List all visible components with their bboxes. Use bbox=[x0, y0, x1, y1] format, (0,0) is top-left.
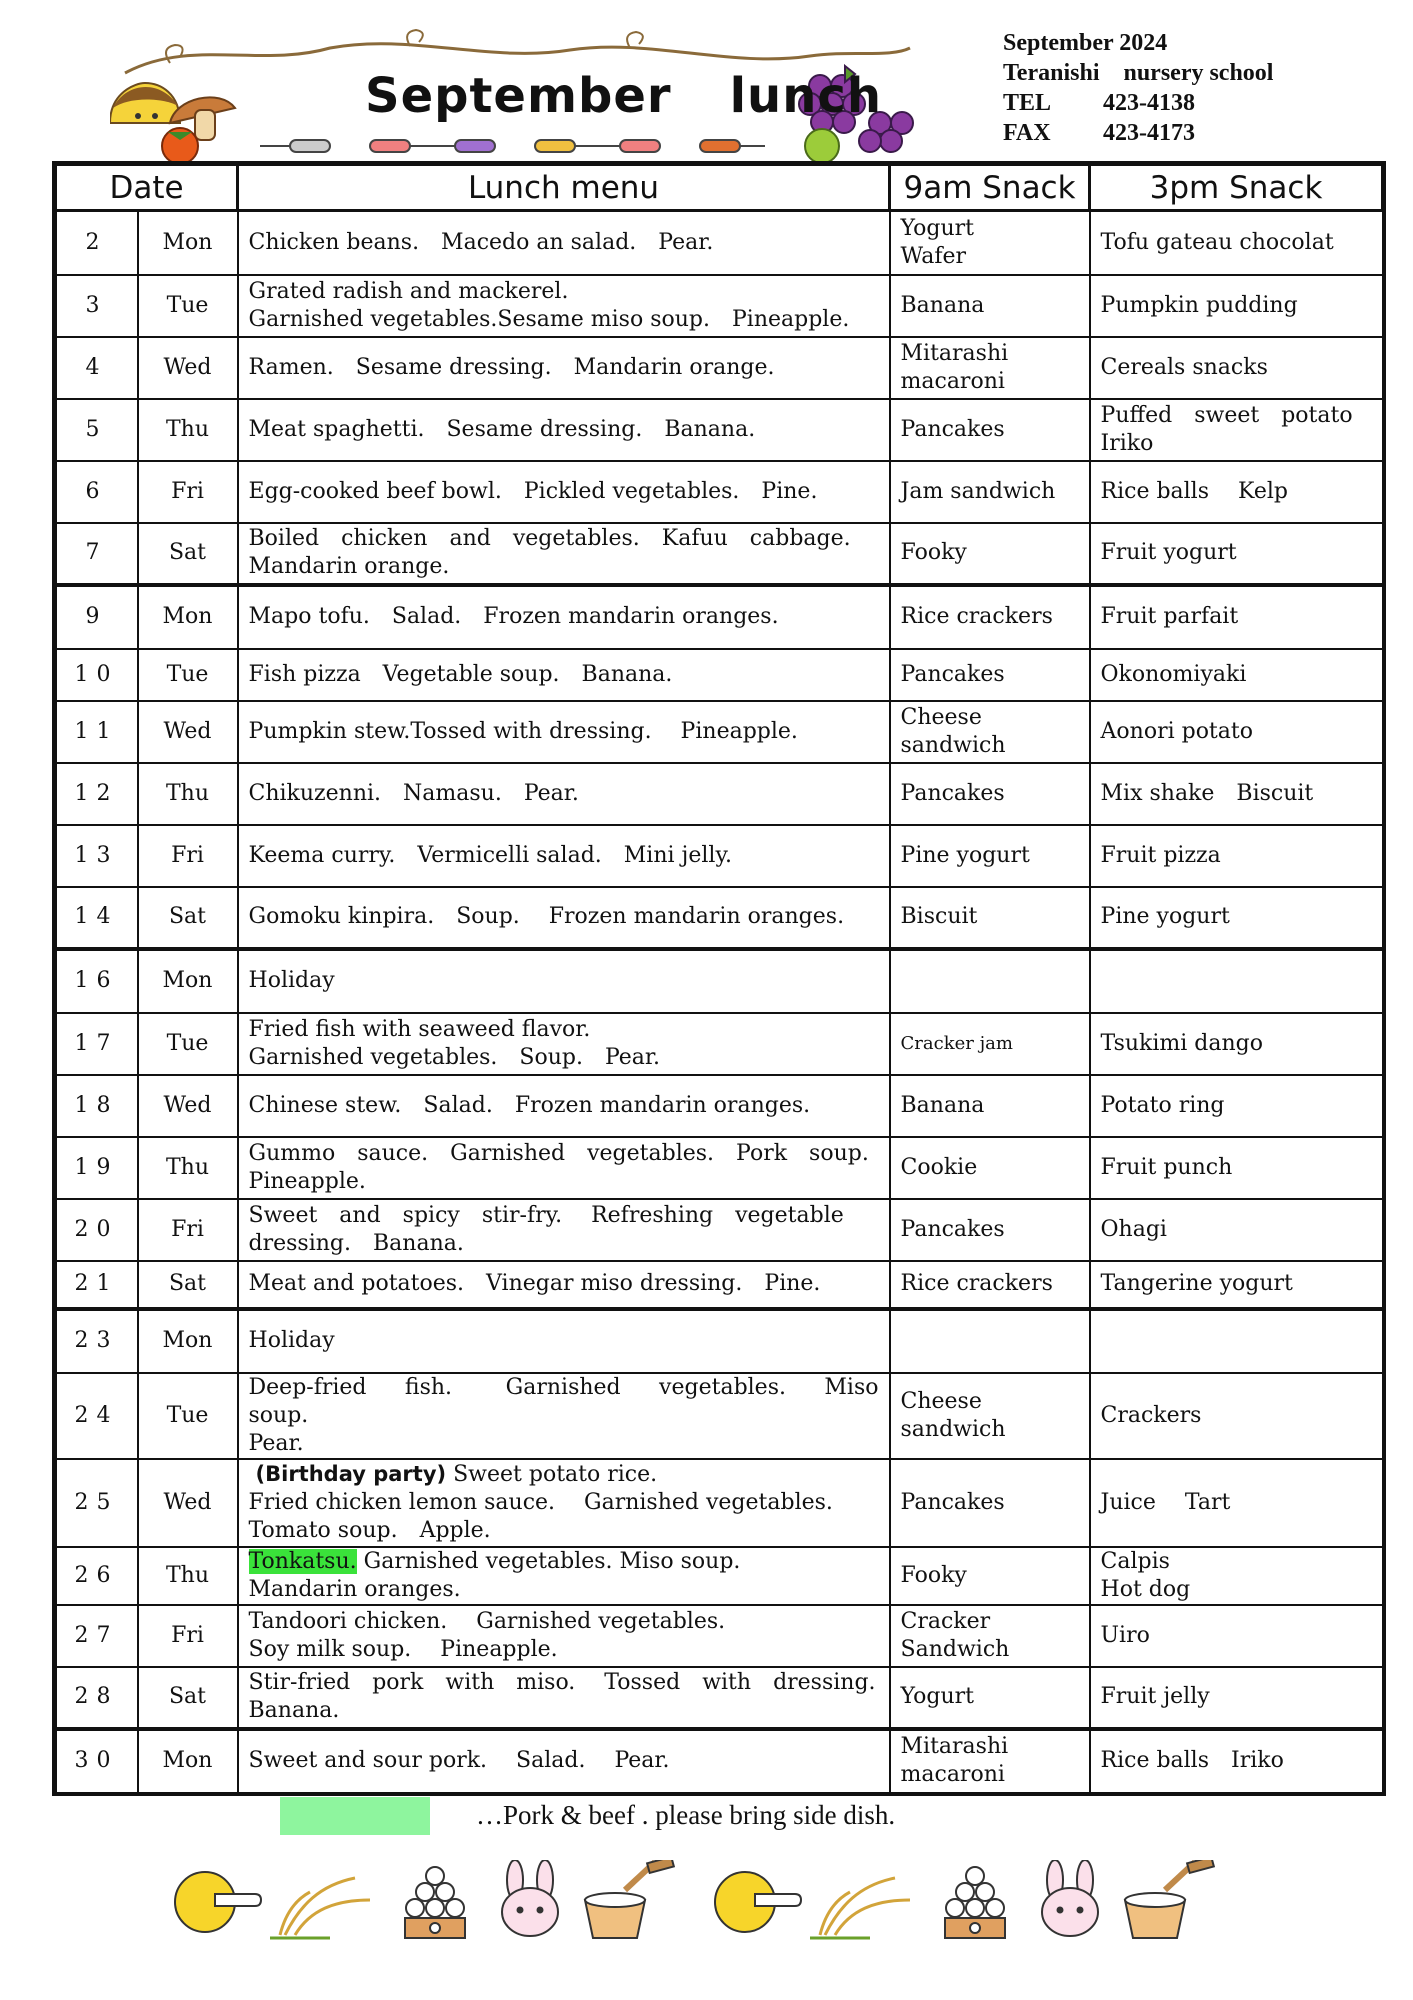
snack-3pm-cell bbox=[1090, 949, 1383, 1013]
table-row bbox=[56, 337, 1383, 399]
snack-9am-cell: Cracker Sandwich bbox=[890, 1605, 1090, 1667]
col-header-3pm-snack: 3pm Snack bbox=[1090, 165, 1383, 211]
weekday: Thu bbox=[138, 1547, 238, 1605]
weekday: Wed bbox=[138, 337, 238, 399]
page-title bbox=[365, 68, 882, 124]
icon-set-2 bbox=[715, 1860, 1214, 1938]
day-number: 4 bbox=[56, 337, 138, 399]
tel-label: TEL bbox=[1003, 90, 1052, 116]
table-row bbox=[56, 1605, 1383, 1667]
lunch-menu-cell bbox=[238, 1013, 890, 1075]
persimmon-icon bbox=[162, 128, 198, 164]
lunch-menu-text: Mapo tofu. Salad. Frozen mandarin oranges. bbox=[248, 604, 779, 629]
lunch-menu-text: Tandoori chicken. Garnished vegetables. Soy milk soup. Pineapple. bbox=[248, 1608, 726, 1662]
lunch-menu-cell bbox=[238, 1261, 890, 1309]
snack-3pm-cell: Pumpkin pudding bbox=[1090, 275, 1383, 337]
pork-beef-highlight: Tonkatsu. bbox=[248, 1548, 357, 1574]
title-word-lunch: lunch bbox=[729, 68, 883, 124]
lunch-menu-cell bbox=[238, 1137, 890, 1199]
lunch-menu-text: Gomoku kinpira. Soup. Frozen mandarin oranges. bbox=[248, 904, 845, 929]
table-row bbox=[56, 1459, 1383, 1547]
lunch-menu-table bbox=[54, 163, 1384, 1794]
lunch-menu-cell bbox=[238, 1459, 890, 1547]
table-row bbox=[56, 585, 1383, 649]
day-number: 27 bbox=[56, 1605, 138, 1667]
lunch-menu-text: Sweet and sour pork. Salad. Pear. bbox=[248, 1748, 670, 1773]
snack-9am-cell: Rice crackers bbox=[890, 585, 1090, 649]
table-row bbox=[56, 1729, 1383, 1793]
snack-9am-cell: Mitarashi macaroni bbox=[890, 1729, 1090, 1793]
fax-line bbox=[1003, 118, 1273, 148]
snack-9am-cell: Banana bbox=[890, 1075, 1090, 1137]
icon-set-1 bbox=[175, 1860, 674, 1938]
snack-9am-cell: Rice crackers bbox=[890, 1261, 1090, 1309]
lunch-menu-cell bbox=[238, 1075, 890, 1137]
weekday: Tue bbox=[138, 275, 238, 337]
lunch-menu-cell bbox=[238, 825, 890, 887]
day-number: 26 bbox=[56, 1547, 138, 1605]
snack-9am-cell: Banana bbox=[890, 275, 1090, 337]
day-number: 9 bbox=[56, 585, 138, 649]
snack-9am-cell: Pancakes bbox=[890, 649, 1090, 701]
lunch-menu-text: Garnished vegetables. Miso soup. Mandarin oranges. bbox=[248, 1548, 741, 1602]
lunch-menu-text: Chicken beans. Macedo an salad. Pear. bbox=[248, 229, 714, 255]
rabbit-icon bbox=[502, 1860, 558, 1936]
table-row bbox=[56, 649, 1383, 701]
snack-3pm-cell: Rice balls Kelp bbox=[1090, 461, 1383, 523]
day-number: 12 bbox=[56, 763, 138, 825]
lunch-menu-text: Fish pizza Vegetable soup. Banana. bbox=[248, 661, 673, 687]
snack-9am-cell bbox=[890, 1309, 1090, 1373]
table-row bbox=[56, 523, 1383, 585]
lunch-menu-cell bbox=[238, 1667, 890, 1729]
table-row bbox=[56, 949, 1383, 1013]
day-number: 21 bbox=[56, 1261, 138, 1309]
table-row bbox=[56, 825, 1383, 887]
day-number: 7 bbox=[56, 523, 138, 585]
snack-3pm-cell: Uiro bbox=[1090, 1605, 1383, 1667]
table-row bbox=[56, 1547, 1383, 1605]
title-word-september: September bbox=[365, 68, 672, 124]
snack-9am-cell: Pancakes bbox=[890, 399, 1090, 461]
snack-3pm-cell: Fruit punch bbox=[1090, 1137, 1383, 1199]
snack-3pm-cell: Pine yogurt bbox=[1090, 887, 1383, 949]
lunch-menu-text: Stir-fried pork with miso. Tossed with dressing. Banana. bbox=[248, 1670, 876, 1723]
lunch-menu-cell bbox=[238, 1605, 890, 1667]
snack-3pm-cell: Tangerine yogurt bbox=[1090, 1261, 1383, 1309]
day-number: 14 bbox=[56, 887, 138, 949]
mortar-icon bbox=[585, 1860, 674, 1938]
snack-3pm-cell: Fruit pizza bbox=[1090, 825, 1383, 887]
col-header-date: Date bbox=[56, 165, 238, 211]
lunch-menu-cell bbox=[238, 649, 890, 701]
lunch-menu-cell bbox=[238, 337, 890, 399]
day-number: 20 bbox=[56, 1199, 138, 1261]
snack-9am-cell: Cracker jam bbox=[890, 1013, 1090, 1075]
day-number: 19 bbox=[56, 1137, 138, 1199]
lunch-menu-text: Fried fish with seaweed flavor. Garnished vegetables. Soup. Pear. bbox=[248, 1016, 661, 1070]
weekday: Fri bbox=[138, 461, 238, 523]
lunch-menu-text: Egg-cooked beef bowl. Pickled vegetables. Pine. bbox=[248, 478, 818, 504]
snack-9am-cell: Pancakes bbox=[890, 1199, 1090, 1261]
lunch-menu-cell bbox=[238, 701, 890, 763]
fax-label: FAX bbox=[1003, 120, 1051, 146]
table-row bbox=[56, 1075, 1383, 1137]
day-number: 28 bbox=[56, 1667, 138, 1729]
lunch-menu-text: Keema curry. Vermicelli salad. Mini jelly. bbox=[248, 842, 732, 868]
lunch-menu-text: Chikuzenni. Namasu. Pear. bbox=[248, 780, 579, 806]
snack-9am-cell: Yogurt Wafer bbox=[890, 211, 1090, 275]
snack-3pm-cell: Cereals snacks bbox=[1090, 337, 1383, 399]
lunch-menu-text: Sweet and spicy stir-fry. Refreshing vegetable dressing. Banana. bbox=[248, 1202, 844, 1256]
snack-3pm-cell: Ohagi bbox=[1090, 1199, 1383, 1261]
lunch-menu-cell bbox=[238, 275, 890, 337]
day-number: 3 bbox=[56, 275, 138, 337]
weekday: Sat bbox=[138, 1261, 238, 1309]
col-header-lunch: Lunch menu bbox=[238, 165, 890, 211]
snack-3pm-cell: Potato ring bbox=[1090, 1075, 1383, 1137]
weekday: Wed bbox=[138, 1459, 238, 1547]
lunch-menu-cell bbox=[238, 949, 890, 1013]
lunch-menu-text: Holiday bbox=[248, 1328, 335, 1353]
snack-9am-cell: Jam sandwich bbox=[890, 461, 1090, 523]
snack-3pm-cell: Tsukimi dango bbox=[1090, 1013, 1383, 1075]
weekday: Sat bbox=[138, 1667, 238, 1729]
table-row bbox=[56, 1667, 1383, 1729]
table-row bbox=[56, 211, 1383, 275]
school-name: Teranishi nursery school bbox=[1003, 60, 1274, 86]
table-row bbox=[56, 1261, 1383, 1309]
snack-9am-cell: Cheese sandwich bbox=[890, 1373, 1090, 1459]
table-row bbox=[56, 1309, 1383, 1373]
weekday: Mon bbox=[138, 211, 238, 275]
fax-number: 423-4173 bbox=[1103, 120, 1195, 146]
snack-3pm-cell: Tofu gateau chocolat bbox=[1090, 211, 1383, 275]
chestnut-icon bbox=[110, 83, 180, 123]
lunch-menu-cell bbox=[238, 1729, 890, 1793]
susuki-grass-icon bbox=[270, 1878, 370, 1938]
page-header bbox=[0, 0, 1413, 165]
pear-icon bbox=[805, 129, 839, 163]
table-row bbox=[56, 1373, 1383, 1459]
day-number: 11 bbox=[56, 701, 138, 763]
day-number: 5 bbox=[56, 399, 138, 461]
weekday: Mon bbox=[138, 585, 238, 649]
lunch-menu-text: Meat spaghetti. Sesame dressing. Banana. bbox=[248, 416, 756, 442]
legend-text: …Pork & beef . please bring side dish. bbox=[476, 1800, 896, 1830]
table-row bbox=[56, 1013, 1383, 1075]
lunch-menu-text: Chinese stew. Salad. Frozen mandarin oranges. bbox=[248, 1092, 811, 1118]
table-row bbox=[56, 887, 1383, 949]
lunch-menu-cell bbox=[238, 1547, 890, 1605]
day-number: 16 bbox=[56, 949, 138, 1013]
snack-9am-cell: Pancakes bbox=[890, 763, 1090, 825]
day-number: 30 bbox=[56, 1729, 138, 1793]
snack-9am-cell: Yogurt bbox=[890, 1667, 1090, 1729]
cutlery-icon bbox=[260, 140, 765, 152]
lunch-menu-cell bbox=[238, 211, 890, 275]
snack-9am-cell: Fooky bbox=[890, 523, 1090, 585]
day-number: 17 bbox=[56, 1013, 138, 1075]
weekday: Thu bbox=[138, 763, 238, 825]
snack-3pm-cell: Fruit yogurt bbox=[1090, 523, 1383, 585]
lunch-menu-cell bbox=[238, 585, 890, 649]
snack-3pm-cell: Calpis Hot dog bbox=[1090, 1547, 1383, 1605]
lunch-menu-cell bbox=[238, 523, 890, 585]
bottom-icon-strip bbox=[170, 1860, 1250, 1940]
lunch-menu-text: Ramen. Sesame dressing. Mandarin orange. bbox=[248, 354, 775, 380]
menu-rows bbox=[56, 211, 1383, 1793]
lunch-menu-text: Gummo sauce. Garnished vegetables. Pork soup. Pineapple. bbox=[248, 1140, 869, 1194]
day-number: 10 bbox=[56, 649, 138, 701]
weekday: Thu bbox=[138, 399, 238, 461]
lunch-menu-text: Sweet potato rice. Fried chicken lemon sauce. Garnished vegetables. Tomato soup. Apple. bbox=[248, 1462, 833, 1543]
month-year: September 2024 bbox=[1003, 30, 1168, 56]
snack-3pm-cell: Mix shake Biscuit bbox=[1090, 763, 1383, 825]
weekday: Thu bbox=[138, 1137, 238, 1199]
lunch-menu-cell bbox=[238, 887, 890, 949]
snack-3pm-cell bbox=[1090, 1309, 1383, 1373]
lunch-menu-text: Grated radish and mackerel. Garnished vegetables.Sesame miso soup. Pineapple. bbox=[248, 278, 850, 332]
day-number: 2 bbox=[56, 211, 138, 275]
lunch-menu-cell bbox=[238, 763, 890, 825]
snack-3pm-cell: Puffed sweet potato Iriko bbox=[1090, 399, 1383, 461]
snack-9am-cell: Cheese sandwich bbox=[890, 701, 1090, 763]
snack-3pm-cell: Crackers bbox=[1090, 1373, 1383, 1459]
lunch-menu-text: Holiday bbox=[248, 968, 335, 993]
tel-number: 423-4138 bbox=[1103, 90, 1195, 116]
snack-9am-cell bbox=[890, 949, 1090, 1013]
snack-9am-cell: Pine yogurt bbox=[890, 825, 1090, 887]
lunch-menu-cell bbox=[238, 461, 890, 523]
snack-3pm-cell: Okonomiyaki bbox=[1090, 649, 1383, 701]
lunch-menu-text: Deep-fried fish. Garnished vegetables. Miso soup. Pear. bbox=[248, 1374, 879, 1456]
dango-icon bbox=[405, 1867, 465, 1938]
weekday: Mon bbox=[138, 1729, 238, 1793]
table-row bbox=[56, 1199, 1383, 1261]
snack-3pm-cell: Aonori potato bbox=[1090, 701, 1383, 763]
table-row bbox=[56, 763, 1383, 825]
tel-line bbox=[1003, 88, 1273, 118]
table-row bbox=[56, 1137, 1383, 1199]
table-row bbox=[56, 701, 1383, 763]
lunch-menu-cell bbox=[238, 1309, 890, 1373]
day-number: 23 bbox=[56, 1309, 138, 1373]
day-number: 6 bbox=[56, 461, 138, 523]
weekday: Sat bbox=[138, 887, 238, 949]
weekday: Fri bbox=[138, 825, 238, 887]
weekday: Mon bbox=[138, 1309, 238, 1373]
day-number: 25 bbox=[56, 1459, 138, 1547]
lunch-menu-cell bbox=[238, 1199, 890, 1261]
snack-9am-cell: Pancakes bbox=[890, 1459, 1090, 1547]
snack-9am-cell: Biscuit bbox=[890, 887, 1090, 949]
legend-swatch bbox=[280, 1797, 430, 1835]
lunch-menu-text: Boiled chicken and vegetables. Kafuu cabbage. Mandarin orange. bbox=[248, 526, 851, 579]
school-info bbox=[1003, 28, 1273, 148]
lunch-menu-text: Pumpkin stew.Tossed with dressing. Pineapple. bbox=[248, 718, 798, 744]
moon-rabbit-icon bbox=[175, 1872, 261, 1932]
weekday: Fri bbox=[138, 1605, 238, 1667]
day-number: 24 bbox=[56, 1373, 138, 1459]
snack-9am-cell: Fooky bbox=[890, 1547, 1090, 1605]
weekday: Mon bbox=[138, 949, 238, 1013]
weekday: Wed bbox=[138, 1075, 238, 1137]
snack-3pm-cell: Fruit jelly bbox=[1090, 1667, 1383, 1729]
weekday: Tue bbox=[138, 1013, 238, 1075]
lunch-menu-cell bbox=[238, 1373, 890, 1459]
table-row bbox=[56, 275, 1383, 337]
snack-9am-cell: Mitarashi macaroni bbox=[890, 337, 1090, 399]
snack-3pm-cell: Rice balls Iriko bbox=[1090, 1729, 1383, 1793]
weekday: Tue bbox=[138, 1373, 238, 1459]
weekday: Wed bbox=[138, 701, 238, 763]
table-row bbox=[56, 399, 1383, 461]
table-header-row bbox=[56, 165, 1383, 211]
birthday-party-label: (Birthday party) bbox=[255, 1462, 447, 1486]
weekday: Tue bbox=[138, 649, 238, 701]
weekday: Fri bbox=[138, 1199, 238, 1261]
day-number: 13 bbox=[56, 825, 138, 887]
lunch-menu-cell bbox=[238, 399, 890, 461]
snack-3pm-cell: Fruit parfait bbox=[1090, 585, 1383, 649]
day-number: 18 bbox=[56, 1075, 138, 1137]
col-header-9am-snack: 9am Snack bbox=[890, 165, 1090, 211]
snack-3pm-cell: Juice Tart bbox=[1090, 1459, 1383, 1547]
weekday: Sat bbox=[138, 523, 238, 585]
lunch-menu-text: Meat and potatoes. Vinegar miso dressing. Pine. bbox=[248, 1271, 821, 1296]
table-row bbox=[56, 461, 1383, 523]
snack-9am-cell: Cookie bbox=[890, 1137, 1090, 1199]
